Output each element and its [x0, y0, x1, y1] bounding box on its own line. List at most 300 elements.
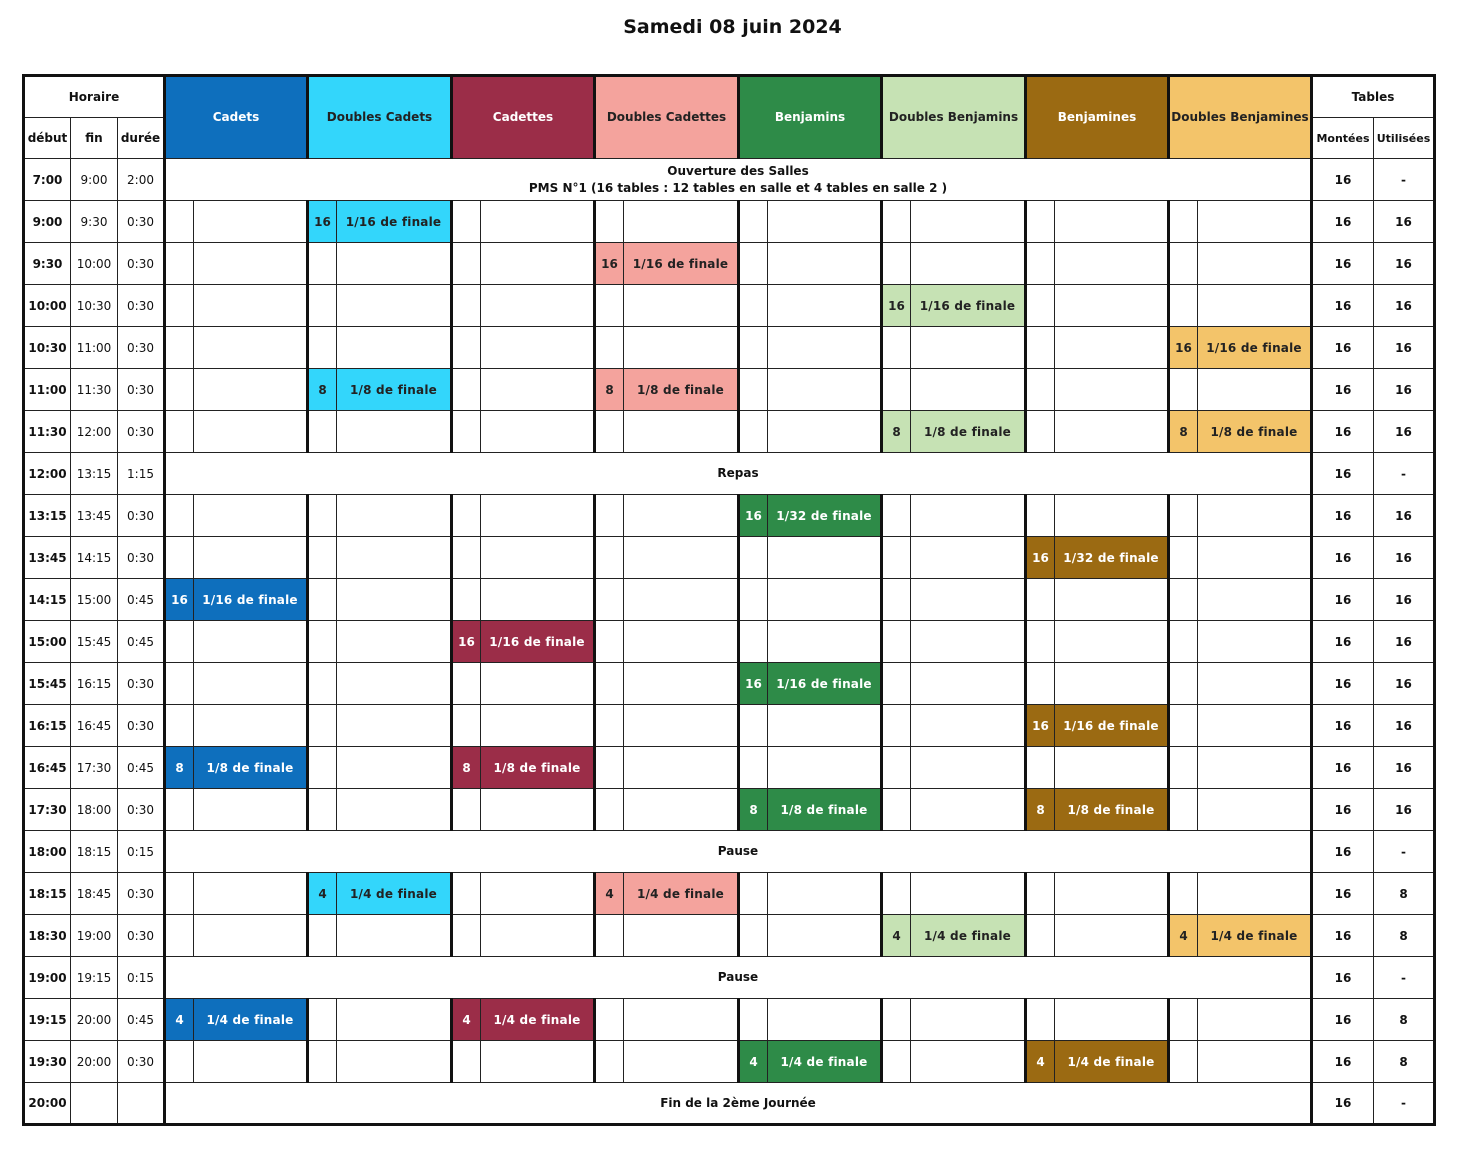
event-count: 8: [882, 411, 911, 453]
event-count: 16: [882, 285, 911, 327]
event-count: 16: [165, 579, 194, 621]
empty-cell: [165, 621, 194, 663]
empty-cell: [452, 369, 481, 411]
empty-cell: [739, 705, 768, 747]
empty-cell: [194, 201, 308, 243]
utilisees-cell: 8: [1374, 999, 1435, 1041]
utilisees-cell: -: [1374, 957, 1435, 999]
debut-cell: 19:15: [24, 999, 71, 1041]
empty-cell: [768, 915, 882, 957]
schedule-table: [22, 74, 1436, 1126]
debut-cell: 10:30: [24, 327, 71, 369]
empty-cell: [1055, 285, 1169, 327]
empty-cell: [194, 663, 308, 705]
empty-cell: [624, 327, 739, 369]
debut-cell: 15:00: [24, 621, 71, 663]
debut-cell: 11:00: [24, 369, 71, 411]
empty-cell: [595, 705, 624, 747]
empty-cell: [1198, 243, 1312, 285]
empty-cell: [194, 285, 308, 327]
fin-cell: 14:15: [71, 537, 118, 579]
duree-cell: 0:45: [118, 999, 165, 1041]
fin-cell: 13:45: [71, 495, 118, 537]
fin-cell: 18:45: [71, 873, 118, 915]
event-count: 4: [308, 873, 337, 915]
empty-cell: [1169, 285, 1198, 327]
utilisees-cell: 16: [1374, 789, 1435, 831]
empty-cell: [768, 537, 882, 579]
event-count: 8: [739, 789, 768, 831]
fin-cell: 16:45: [71, 705, 118, 747]
empty-cell: [768, 621, 882, 663]
empty-cell: [595, 411, 624, 453]
empty-cell: [194, 327, 308, 369]
event-count: 4: [1026, 1041, 1055, 1083]
empty-cell: [1026, 411, 1055, 453]
table-row: [24, 495, 1435, 537]
empty-cell: [1169, 369, 1198, 411]
utilisees-cell: -: [1374, 1083, 1435, 1125]
empty-cell: [1169, 747, 1198, 789]
category-header-cadettes: Cadettes: [452, 76, 595, 159]
span-row-cell: [165, 159, 1312, 201]
event-count: 8: [1169, 411, 1198, 453]
event-label: 1/8 de finale: [768, 789, 882, 831]
fin-cell: 18:00: [71, 789, 118, 831]
utilisees-cell: 16: [1374, 495, 1435, 537]
empty-cell: [624, 411, 739, 453]
montees-cell: 16: [1312, 285, 1374, 327]
montees-cell: 16: [1312, 663, 1374, 705]
empty-cell: [1055, 915, 1169, 957]
event-label: 1/8 de finale: [1198, 411, 1312, 453]
empty-cell: [481, 369, 595, 411]
span-row-sublabel: PMS N°1 (16 tables : 12 tables en salle et 4 tables en salle 2 ): [528, 180, 948, 195]
table-row: [24, 957, 1435, 999]
empty-cell: [452, 327, 481, 369]
empty-cell: [624, 201, 739, 243]
event-count: 4: [1169, 915, 1198, 957]
empty-cell: [194, 495, 308, 537]
fin-cell: 11:30: [71, 369, 118, 411]
schedule-body: [24, 159, 1435, 1125]
empty-cell: [882, 201, 911, 243]
category-header-benjamines: Benjamines: [1026, 76, 1169, 159]
table-row: [24, 285, 1435, 327]
empty-cell: [624, 789, 739, 831]
empty-cell: [308, 327, 337, 369]
utilisees-cell: 16: [1374, 621, 1435, 663]
empty-cell: [452, 789, 481, 831]
empty-cell: [1169, 201, 1198, 243]
montees-header: Montées: [1312, 118, 1374, 159]
duree-cell: 0:15: [118, 831, 165, 873]
table-row: [24, 159, 1435, 201]
category-header-benjamins: Benjamins: [739, 76, 882, 159]
duree-cell: 0:30: [118, 663, 165, 705]
debut-cell: 7:00: [24, 159, 71, 201]
empty-cell: [1055, 243, 1169, 285]
utilisees-cell: 16: [1374, 285, 1435, 327]
montees-cell: 16: [1312, 411, 1374, 453]
empty-cell: [739, 327, 768, 369]
empty-cell: [595, 537, 624, 579]
empty-cell: [1169, 663, 1198, 705]
empty-cell: [165, 327, 194, 369]
empty-cell: [595, 915, 624, 957]
empty-cell: [1026, 243, 1055, 285]
event-label: 1/16 de finale: [194, 579, 308, 621]
empty-cell: [911, 663, 1026, 705]
montees-cell: 16: [1312, 243, 1374, 285]
horaire-header: Horaire: [24, 76, 165, 118]
empty-cell: [452, 285, 481, 327]
empty-cell: [882, 579, 911, 621]
event-label: 1/16 de finale: [337, 201, 452, 243]
empty-cell: [768, 285, 882, 327]
montees-cell: 16: [1312, 537, 1374, 579]
table-row: [24, 1083, 1435, 1125]
empty-cell: [1198, 495, 1312, 537]
fin-cell: 15:00: [71, 579, 118, 621]
empty-cell: [481, 873, 595, 915]
event-label: 1/8 de finale: [1055, 789, 1169, 831]
empty-cell: [911, 579, 1026, 621]
empty-cell: [624, 747, 739, 789]
span-row-cell: [165, 957, 1312, 999]
empty-cell: [337, 243, 452, 285]
duree-cell: 0:30: [118, 327, 165, 369]
event-label: 1/4 de finale: [911, 915, 1026, 957]
empty-cell: [624, 663, 739, 705]
empty-cell: [739, 201, 768, 243]
empty-cell: [194, 1041, 308, 1083]
empty-cell: [1169, 999, 1198, 1041]
empty-cell: [1169, 789, 1198, 831]
empty-cell: [1198, 789, 1312, 831]
event-label: 1/32 de finale: [768, 495, 882, 537]
empty-cell: [768, 747, 882, 789]
montees-cell: 16: [1312, 999, 1374, 1041]
table-row: [24, 453, 1435, 495]
empty-cell: [308, 999, 337, 1041]
table-row: [24, 663, 1435, 705]
empty-cell: [911, 537, 1026, 579]
empty-cell: [1198, 201, 1312, 243]
utilisees-cell: 8: [1374, 915, 1435, 957]
utilisees-cell: 16: [1374, 537, 1435, 579]
event-count: 8: [165, 747, 194, 789]
montees-cell: 16: [1312, 915, 1374, 957]
empty-cell: [595, 579, 624, 621]
empty-cell: [1169, 537, 1198, 579]
empty-cell: [739, 579, 768, 621]
empty-cell: [308, 789, 337, 831]
empty-cell: [624, 1041, 739, 1083]
table-row: [24, 579, 1435, 621]
table-row: [24, 999, 1435, 1041]
montees-cell: 16: [1312, 1041, 1374, 1083]
utilisees-cell: 16: [1374, 243, 1435, 285]
empty-cell: [194, 411, 308, 453]
empty-cell: [452, 243, 481, 285]
fin-cell: 10:30: [71, 285, 118, 327]
event-label: 1/8 de finale: [194, 747, 308, 789]
empty-cell: [624, 579, 739, 621]
empty-cell: [194, 873, 308, 915]
empty-cell: [194, 621, 308, 663]
empty-cell: [911, 1041, 1026, 1083]
empty-cell: [194, 789, 308, 831]
utilisees-cell: 16: [1374, 411, 1435, 453]
fin-cell: 9:00: [71, 159, 118, 201]
event-label: 1/16 de finale: [911, 285, 1026, 327]
utilisees-cell: 16: [1374, 663, 1435, 705]
duree-cell: [118, 1083, 165, 1125]
empty-cell: [768, 999, 882, 1041]
empty-cell: [1026, 999, 1055, 1041]
empty-cell: [165, 369, 194, 411]
debut-cell: 19:00: [24, 957, 71, 999]
duree-cell: 0:30: [118, 873, 165, 915]
span-row-label: Ouverture des Salles: [667, 163, 809, 178]
empty-cell: [452, 411, 481, 453]
empty-cell: [337, 621, 452, 663]
empty-cell: [739, 537, 768, 579]
event-count: 4: [165, 999, 194, 1041]
utilisees-cell: 16: [1374, 369, 1435, 411]
debut-header: début: [24, 118, 71, 159]
empty-cell: [308, 537, 337, 579]
empty-cell: [1026, 369, 1055, 411]
empty-cell: [624, 285, 739, 327]
empty-cell: [1198, 663, 1312, 705]
empty-cell: [882, 1041, 911, 1083]
empty-cell: [595, 285, 624, 327]
table-row: [24, 411, 1435, 453]
empty-cell: [337, 495, 452, 537]
empty-cell: [1026, 285, 1055, 327]
fin-cell: 10:00: [71, 243, 118, 285]
empty-cell: [624, 621, 739, 663]
category-header-doubles-benjamins: Doubles Benjamins: [882, 76, 1026, 159]
duree-cell: 0:30: [118, 411, 165, 453]
empty-cell: [337, 789, 452, 831]
utilisees-cell: 16: [1374, 747, 1435, 789]
empty-cell: [308, 1041, 337, 1083]
empty-cell: [1169, 243, 1198, 285]
event-count: 16: [739, 495, 768, 537]
table-row: [24, 537, 1435, 579]
category-header-doubles-cadets: Doubles Cadets: [308, 76, 452, 159]
empty-cell: [882, 663, 911, 705]
debut-cell: 14:15: [24, 579, 71, 621]
debut-cell: 18:15: [24, 873, 71, 915]
empty-cell: [194, 705, 308, 747]
empty-cell: [882, 621, 911, 663]
empty-cell: [308, 663, 337, 705]
empty-cell: [1055, 999, 1169, 1041]
fin-cell: [71, 1083, 118, 1125]
empty-cell: [481, 285, 595, 327]
empty-cell: [1026, 747, 1055, 789]
table-row: [24, 747, 1435, 789]
empty-cell: [624, 495, 739, 537]
empty-cell: [1055, 873, 1169, 915]
empty-cell: [1055, 579, 1169, 621]
empty-cell: [882, 243, 911, 285]
event-label: 1/16 de finale: [1198, 327, 1312, 369]
duree-cell: 2:00: [118, 159, 165, 201]
empty-cell: [1055, 495, 1169, 537]
montees-cell: 16: [1312, 747, 1374, 789]
table-row: [24, 327, 1435, 369]
empty-cell: [911, 705, 1026, 747]
duree-cell: 0:45: [118, 747, 165, 789]
event-label: 1/16 de finale: [624, 243, 739, 285]
empty-cell: [165, 789, 194, 831]
empty-cell: [1169, 705, 1198, 747]
empty-cell: [1026, 201, 1055, 243]
empty-cell: [739, 621, 768, 663]
empty-cell: [481, 411, 595, 453]
duree-cell: 0:45: [118, 621, 165, 663]
table-row: [24, 369, 1435, 411]
montees-cell: 16: [1312, 495, 1374, 537]
fin-cell: 17:30: [71, 747, 118, 789]
empty-cell: [308, 705, 337, 747]
fin-cell: 19:15: [71, 957, 118, 999]
empty-cell: [165, 915, 194, 957]
empty-cell: [595, 747, 624, 789]
empty-cell: [452, 495, 481, 537]
duree-cell: 0:45: [118, 579, 165, 621]
fin-cell: 15:45: [71, 621, 118, 663]
debut-cell: 17:30: [24, 789, 71, 831]
empty-cell: [624, 999, 739, 1041]
empty-cell: [165, 285, 194, 327]
empty-cell: [882, 369, 911, 411]
fin-cell: 16:15: [71, 663, 118, 705]
empty-cell: [768, 201, 882, 243]
event-label: 1/4 de finale: [337, 873, 452, 915]
empty-cell: [337, 705, 452, 747]
empty-cell: [739, 915, 768, 957]
duree-header: durée: [118, 118, 165, 159]
empty-cell: [882, 537, 911, 579]
empty-cell: [911, 495, 1026, 537]
duree-cell: 0:30: [118, 201, 165, 243]
event-count: 16: [1026, 705, 1055, 747]
empty-cell: [452, 579, 481, 621]
empty-cell: [337, 1041, 452, 1083]
empty-cell: [481, 537, 595, 579]
event-count: 4: [739, 1041, 768, 1083]
duree-cell: 1:15: [118, 453, 165, 495]
table-row: [24, 915, 1435, 957]
empty-cell: [337, 285, 452, 327]
table-row: [24, 201, 1435, 243]
empty-cell: [337, 579, 452, 621]
empty-cell: [595, 1041, 624, 1083]
empty-cell: [452, 705, 481, 747]
event-label: 1/8 de finale: [624, 369, 739, 411]
empty-cell: [595, 621, 624, 663]
montees-cell: 16: [1312, 579, 1374, 621]
empty-cell: [452, 663, 481, 705]
empty-cell: [882, 495, 911, 537]
empty-cell: [882, 327, 911, 369]
empty-cell: [308, 747, 337, 789]
event-count: 4: [452, 999, 481, 1041]
montees-cell: 16: [1312, 705, 1374, 747]
empty-cell: [1198, 999, 1312, 1041]
empty-cell: [481, 327, 595, 369]
montees-cell: 16: [1312, 369, 1374, 411]
event-count: 8: [452, 747, 481, 789]
duree-cell: 0:30: [118, 537, 165, 579]
empty-cell: [165, 201, 194, 243]
empty-cell: [308, 285, 337, 327]
empty-cell: [768, 327, 882, 369]
event-count: 16: [452, 621, 481, 663]
empty-cell: [481, 789, 595, 831]
table-row: [24, 831, 1435, 873]
span-row-label: Repas: [717, 466, 759, 480]
empty-cell: [481, 495, 595, 537]
debut-cell: 18:00: [24, 831, 71, 873]
duree-cell: 0:30: [118, 243, 165, 285]
event-label: 1/4 de finale: [1055, 1041, 1169, 1083]
empty-cell: [165, 495, 194, 537]
fin-cell: 9:30: [71, 201, 118, 243]
table-row: [24, 1041, 1435, 1083]
fin-cell: 13:15: [71, 453, 118, 495]
empty-cell: [1055, 411, 1169, 453]
category-header-doubles-benjamines: Doubles Benjamines: [1169, 76, 1312, 159]
empty-cell: [165, 663, 194, 705]
debut-cell: 20:00: [24, 1083, 71, 1125]
empty-cell: [452, 1041, 481, 1083]
empty-cell: [481, 705, 595, 747]
empty-cell: [165, 243, 194, 285]
empty-cell: [194, 537, 308, 579]
empty-cell: [1055, 201, 1169, 243]
empty-cell: [337, 663, 452, 705]
empty-cell: [308, 495, 337, 537]
span-row-cell: [165, 1083, 1312, 1125]
event-label: 1/8 de finale: [911, 411, 1026, 453]
empty-cell: [1169, 873, 1198, 915]
category-header-cadets: Cadets: [165, 76, 308, 159]
montees-cell: 16: [1312, 1083, 1374, 1125]
debut-cell: 9:30: [24, 243, 71, 285]
montees-cell: 16: [1312, 621, 1374, 663]
empty-cell: [1169, 621, 1198, 663]
empty-cell: [165, 411, 194, 453]
empty-cell: [337, 747, 452, 789]
table-row: [24, 243, 1435, 285]
table-row: [24, 705, 1435, 747]
utilisees-cell: 16: [1374, 579, 1435, 621]
page-title: Samedi 08 juin 2024: [623, 16, 842, 38]
event-count: 8: [595, 369, 624, 411]
utilisees-cell: 16: [1374, 705, 1435, 747]
empty-cell: [1026, 327, 1055, 369]
duree-cell: 0:30: [118, 705, 165, 747]
empty-cell: [882, 705, 911, 747]
span-row-cell: [165, 831, 1312, 873]
